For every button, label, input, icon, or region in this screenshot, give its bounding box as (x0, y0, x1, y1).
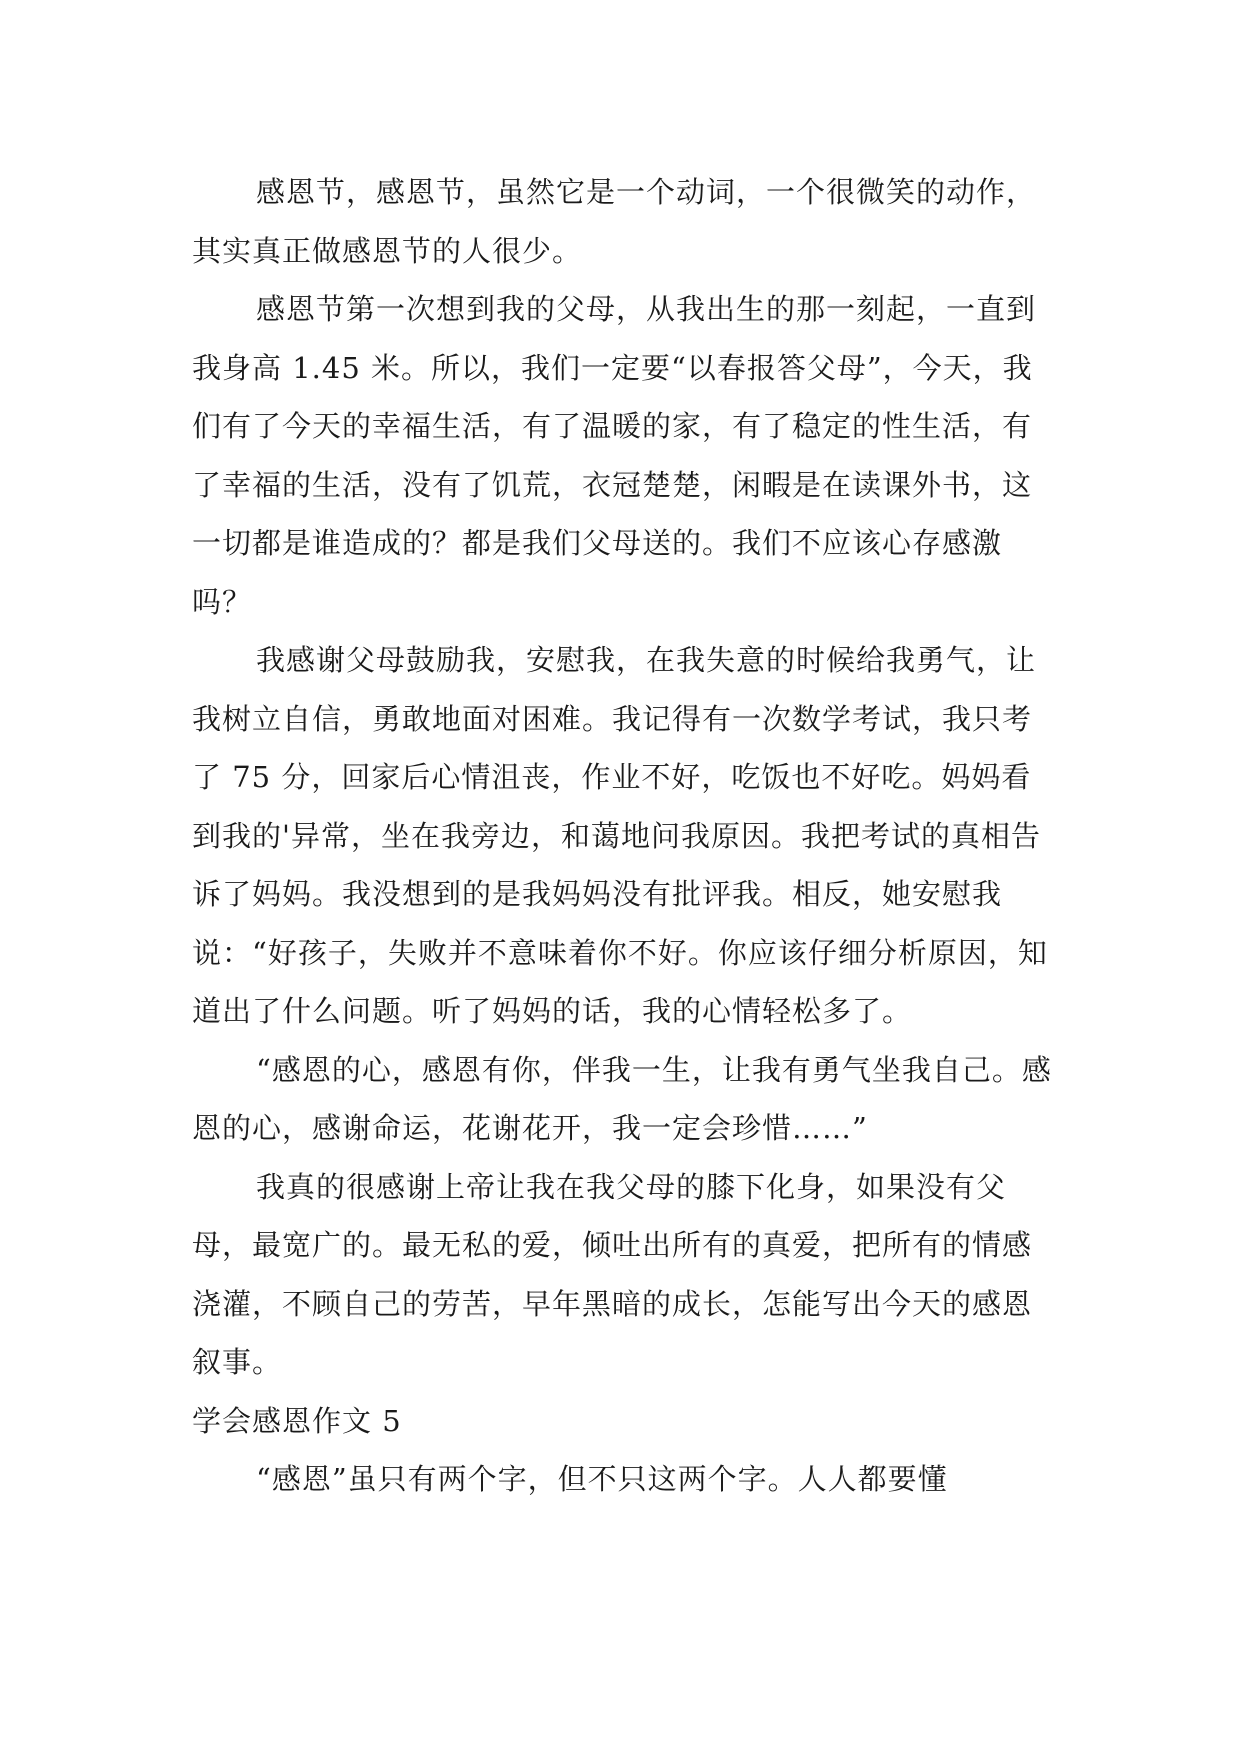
section-heading: 学会感恩作文 5 (192, 1403, 402, 1438)
paragraph-6: “感恩”虽只有两个字，但不只这两个字。人人都要懂 (256, 1462, 948, 1496)
paragraph-1: 感恩节，感恩节，虽然它是一个动词，一个很微笑的动作，其实真正做感恩节的人很少。 (192, 175, 1037, 268)
paragraph-5: 我真的很感谢上帝让我在我父母的膝下化身，如果没有父母，最宽广的。最无私的爱，倾吐出所有的真爱，把所有的情感浇灌，不顾自己的劳苦，早年黑暗的成长，怎能写出今天的感恩叙事。 (192, 1169, 1033, 1379)
paragraph-4: “感恩的心，感恩有你，伴我一生，让我有勇气坐我自己。感恩的心，感谢命运，花谢花开，我一定会珍惜……” (192, 1052, 1052, 1145)
document-body (192, 163, 1052, 1509)
paragraph-2: 感恩节第一次想到我的父母，从我出生的那一刻起，一直到我身高 1.45 米。所以，我们一定要“以春报答父母”，今天，我们有了今天的幸福生活，有了温暖的家，有了稳定的性生活，有了幸福的生活，没有了饥荒，衣冠楚楚，闲暇是在读课外书，这一切都是谁造成的？都是我们父母送的。我们不应该心存感激吗？ (192, 292, 1037, 619)
paragraph-3: 我感谢父母鼓励我，安慰我，在我失意的时候给我勇气，让我树立自信，勇敢地面对困难。我记得有一次数学考试，我只考了 75 分，回家后心情沮丧，作业不好，吃饭也不好吃。妈妈看到我的'异常，坐在我旁边，和蔼地问我原因。我把考试的真相告诉了妈妈。我没想到的是我妈妈没有批评我。相反，她安慰我说：“好孩子，失败并不意味着你不好。你应该仔细分析原因，知道出了什么问题。听了妈妈的话，我的心情轻松多了。 (192, 643, 1048, 1028)
